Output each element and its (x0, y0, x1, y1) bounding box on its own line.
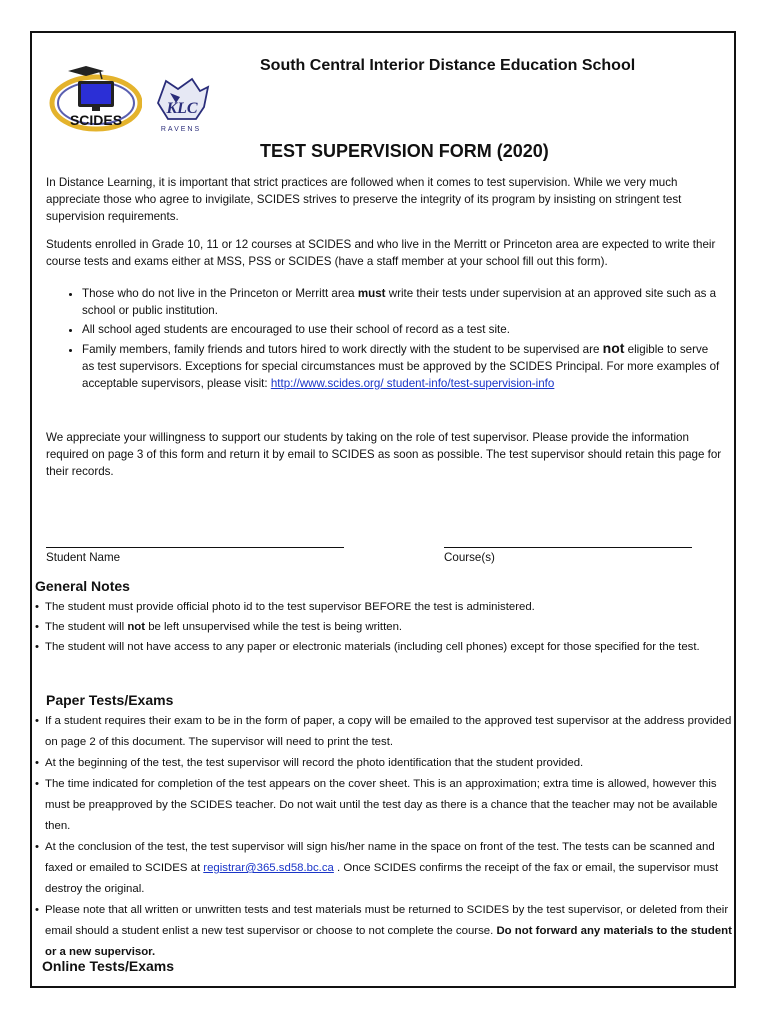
list-item: • The student must provide official photo id to the test supervisor BEFORE the test is administered. (33, 597, 733, 617)
list-item: • Please note that all written or unwritten tests and test materials must be returned to SCIDES by the test supervisor, or deleted from their email should a student enlist a new test supervisor or choose to not complete the course. Do not forward any materials to the student or a new supervisor. (33, 900, 733, 963)
ravens-logo (148, 73, 214, 135)
list-item: • Family members, family friends and tutors hired to work directly with the student to be supervised are not eligible to serve as test supervisors. Exceptions for special circumstances must be approved by the SCIDES Principal. For more examples of acceptable supervisors, please visit: http://www.scides.org/ student-info/test-supervision-info (82, 340, 722, 392)
list-item: • At the conclusion of the test, the test supervisor will sign his/her name in the space on front of the test. The tests can be scanned and faxed or emailed to SCIDES at registrar@365.sd58.bc.ca . Once SCIDES confirms the receipt of the fax or email, the supervisor must destroy the original. (33, 837, 733, 900)
paper-tests-list (33, 711, 733, 963)
list-item: • All school aged students are encouraged to use their school of record as a test site. (82, 321, 722, 338)
paper-tests-heading: Paper Tests/Exams (46, 692, 174, 708)
scides-logo-text: SCIDES (69, 112, 123, 128)
courses-line[interactable] (444, 547, 692, 548)
general-notes-list (33, 597, 733, 657)
supervision-rules-list (46, 285, 722, 394)
intro-paragraph-1: In Distance Learning, it is important that strict practices are followed when it comes to test supervision. While we very much appreciate those who agree to invigilate, SCIDES strives to preserve the integrity of its program by insisting on stringent test supervision requirements. (46, 176, 682, 223)
scides-logo (46, 63, 142, 135)
student-name-label: Student Name (46, 551, 121, 564)
general-notes-heading: General Notes (35, 578, 130, 594)
list-item: • If a student requires their exam to be in the form of paper, a copy will be emailed to the approved test supervisor at the address provided on page 2 of this document. The supervisor will need to print the test. (33, 711, 733, 753)
school-name: South Central Interior Distance Education School (260, 57, 636, 74)
list-item: • The student will not have access to any paper or electronic materials (including cell phones) except for those specified for the test. (33, 637, 733, 657)
form-title: TEST SUPERVISION FORM (2020) (260, 141, 549, 161)
list-item: • The student will not be left unsupervised while the test is being written. (33, 617, 733, 637)
ravens-logo-subtext: RAVENS (160, 126, 202, 133)
intro-paragraph-2: Students enrolled in Grade 10, 11 or 12 courses at SCIDES and who live in the Merritt or Princeton area are expected to write their course tests and exams either at MSS, PSS or SCIDES (have a staff member at your school fill out this form). (46, 238, 716, 268)
document-page (30, 31, 736, 988)
courses-label: Course(s) (444, 551, 495, 564)
list-item: • At the beginning of the test, the test supervisor will record the photo identification that the student provided. (33, 753, 733, 774)
registrar-email-link[interactable]: registrar@365.sd58.bc.ca (203, 862, 334, 874)
list-item: • The time indicated for completion of the test appears on the cover sheet. This is an approximation; extra time is allowed, however this must be preapproved by the SCIDES teacher. Do not wait until the test day as there is a chance that the teacher may not be available then. (33, 774, 733, 837)
intro-paragraph-3: We appreciate your willingness to support our students by taking on the role of test supervisor. Please provide the information required on page 3 of this form and return it by email to SCIDES as soon as possible. The test supervisor should retain this page for their records. (46, 431, 722, 478)
list-item: • Those who do not live in the Princeton or Merritt area must write their tests under supervision at an approved site such as a school or public institution. (82, 285, 722, 319)
online-tests-heading: Online Tests/Exams (42, 958, 175, 974)
ravens-logo-text: KLC (166, 100, 198, 117)
supervision-info-link[interactable]: http://www.scides.org/ student-info/test-supervision-info (270, 377, 555, 390)
student-name-line[interactable] (46, 547, 344, 548)
